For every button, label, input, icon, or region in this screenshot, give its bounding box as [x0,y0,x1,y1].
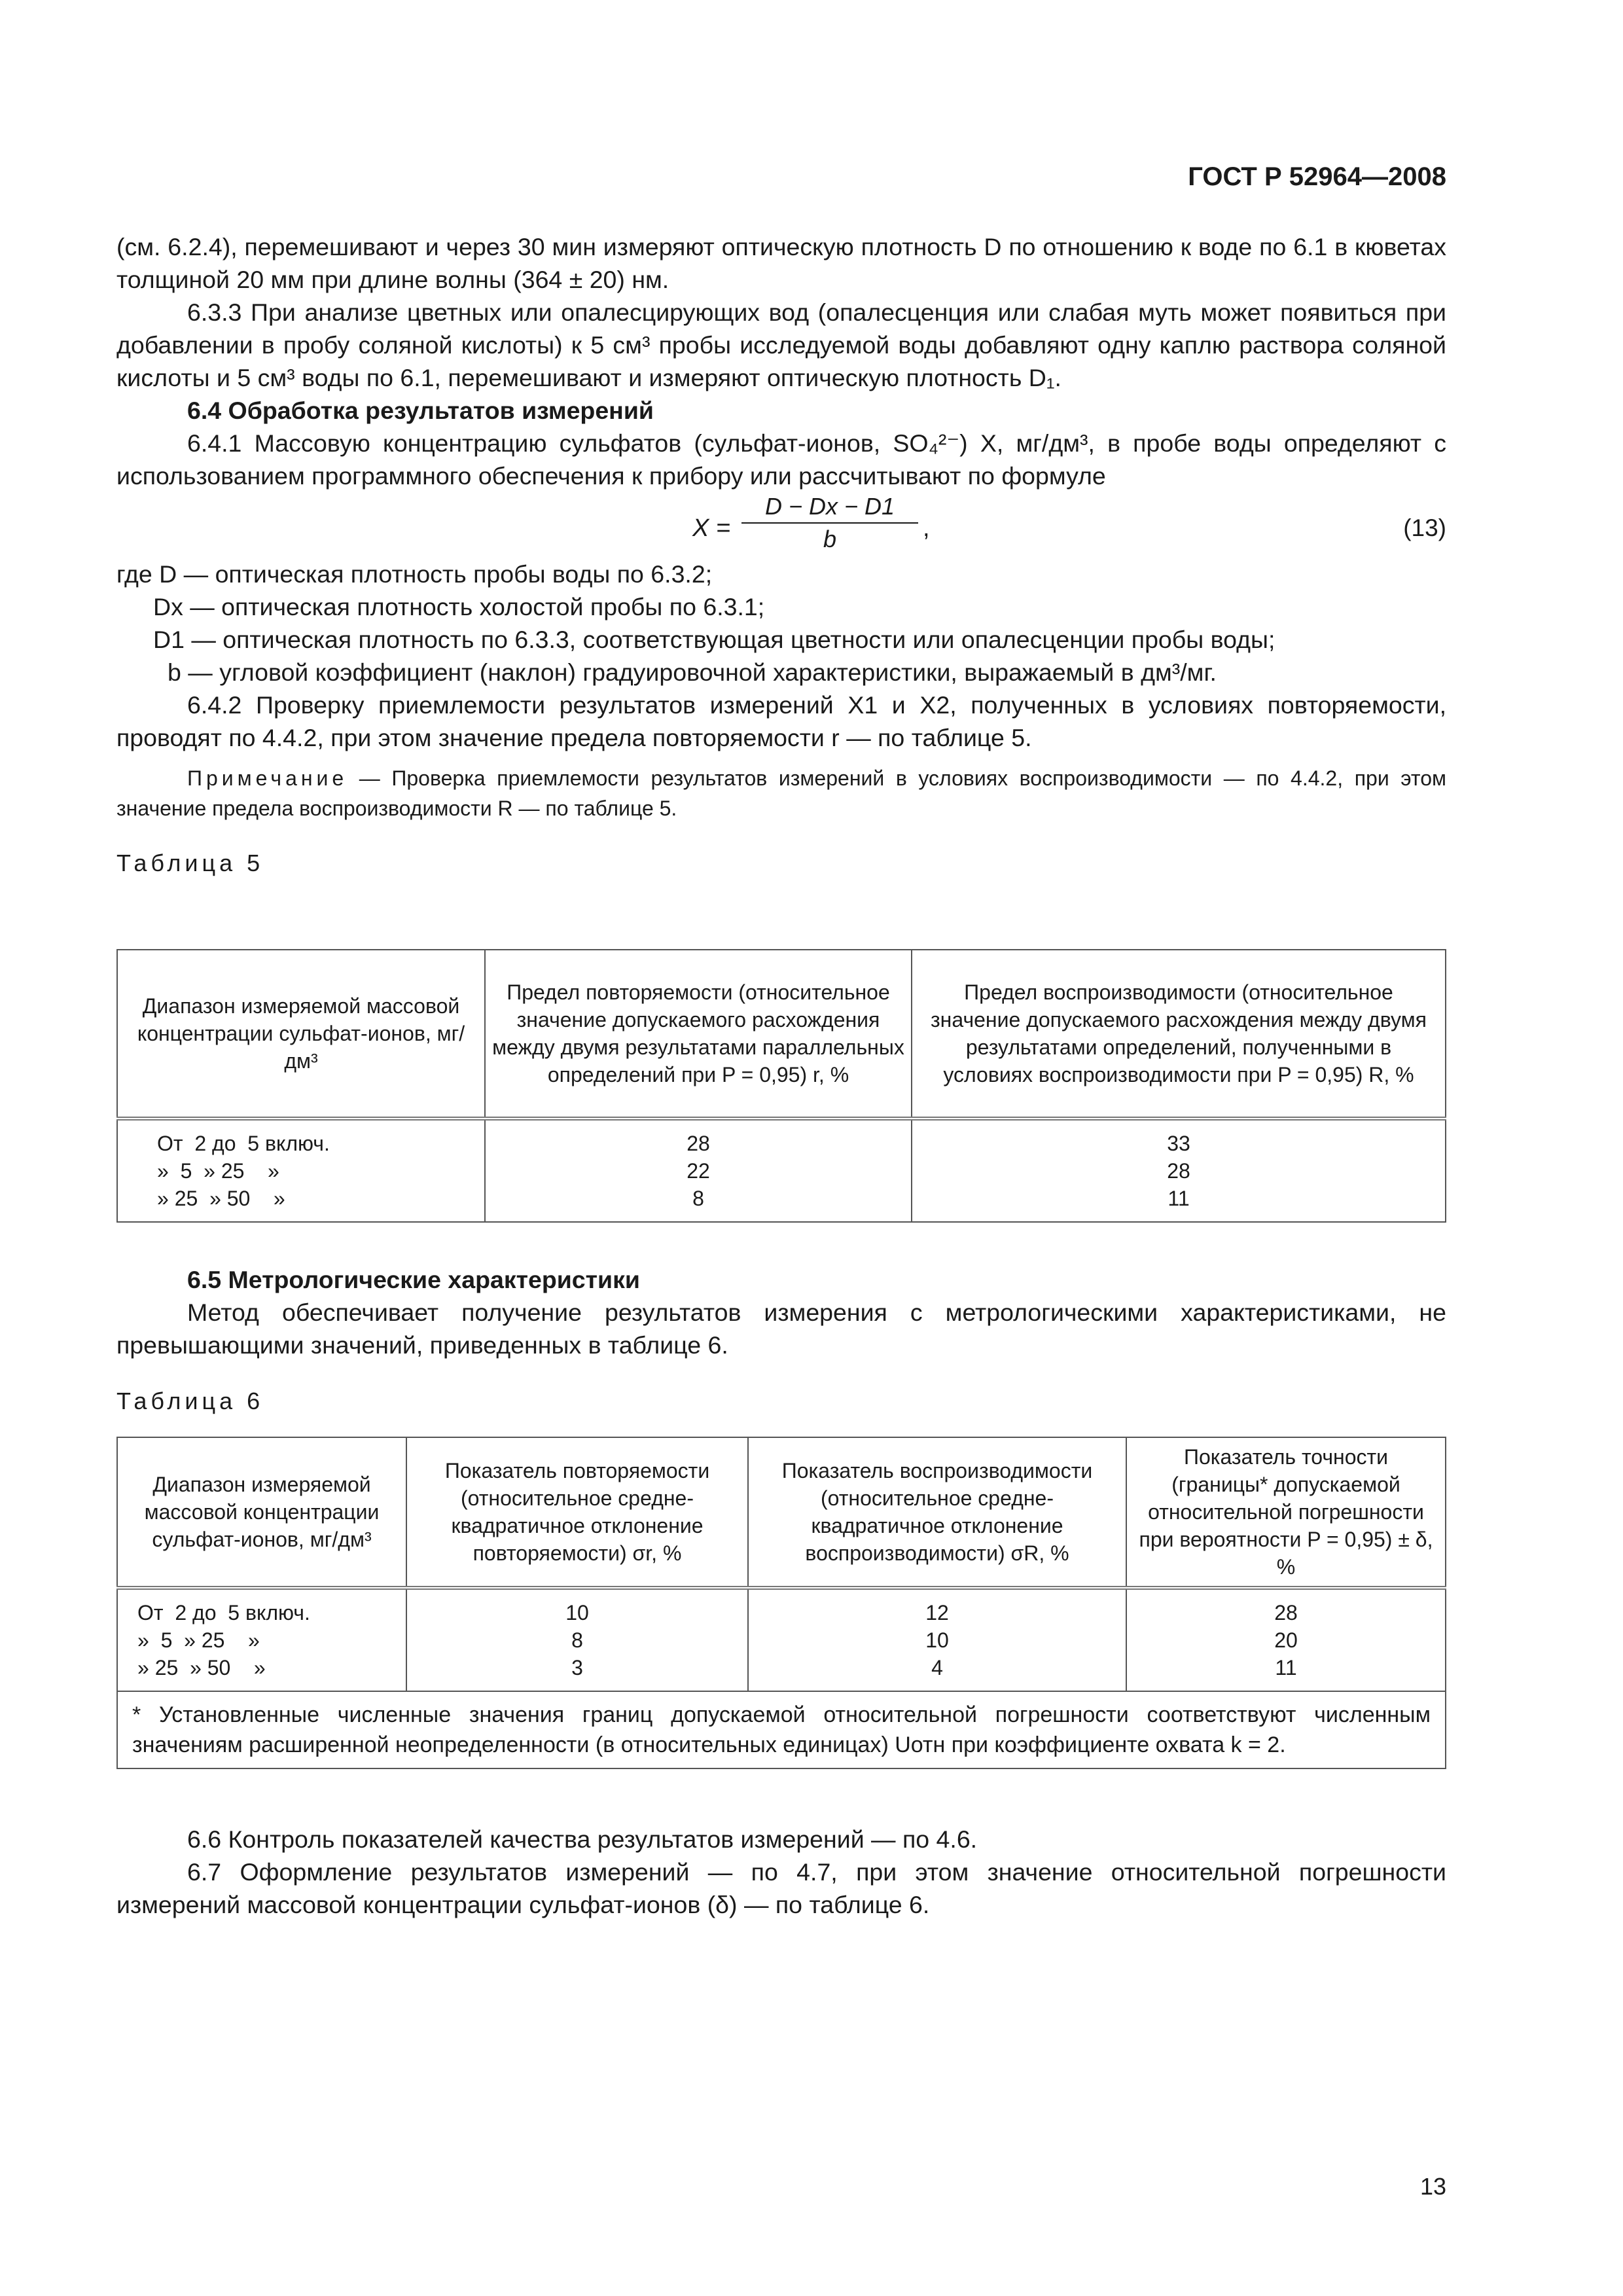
table-cell: 3 [571,1656,583,1679]
table-cell: » 5 » 25 » [157,1159,279,1183]
body-text [116,230,1446,880]
table-5 [116,949,1446,1223]
table-6-sigma-r-column [406,1588,748,1691]
table-cell: 8 [692,1187,704,1210]
formula-numerator: D − Dx − D1 [764,493,895,520]
note [116,763,1446,823]
page-number: 13 [1419,2173,1446,2200]
document-header: ГОСТ Р 52964—2008 [1188,162,1446,191]
table-6-sigma-R-column [748,1588,1126,1691]
heading-6-5: 6.5 Метрологические характеристики [187,1266,640,1293]
table-cell: 28 [1167,1159,1190,1183]
table-cell: 10 [925,1628,949,1652]
note-text: — Проверка приемлемости результатов измерений в условиях воспроизводимости — по 4.4.2, при этом значение предела воспроизводимости R — по таблице 5. [116,766,1446,820]
paragraph-6-6: 6.6 Контроль показателей качества результатов измерений — по 4.6. [187,1825,978,1853]
table-cell: 8 [571,1628,583,1652]
table-cell: От 2 до 5 включ. [157,1132,330,1155]
heading-6-4: 6.4 Обработка результатов измерений [187,397,654,424]
table-6-header-reproducibility: Показатель воспроизводимости (относительное средне-квадратичное отклонение воспроизводимости) σR, % [748,1437,1126,1588]
table-6-caption: Таблица 6 [116,1388,264,1414]
table-5-header-range: Диапазон измеряемой массовой концентрации сульфат-ионов, мг/дм³ [117,950,485,1119]
table-5-header-repeatability: Предел повторяемости (относительное значение допускаемого расхождения между двумя результатами параллельных определений при P = 0,95) r, % [485,950,912,1119]
table-6-footnote: * Установленные численные значения границ допускаемой относительной погрешности соответствуют численным значениям расширенной неопределенности (в относительных единицах) Uотн при коэффициенте охвата k = 2. [117,1691,1446,1768]
table-5-header-reproducibility: Предел воспроизводимости (относительное значение допускаемого расхождения между двумя результатами определений, полученными в условиях воспроизводимости при P = 0,95) R, % [912,950,1446,1119]
formula-lhs: X = [692,514,731,542]
table-6-header-accuracy: Показатель точности (границы* допускаемой относительной погрешности при вероятности P = 0,95) ± δ, % [1126,1437,1446,1588]
table-6-header-repeatability: Показатель повторяемости (относительное средне-квадратичное отклонение повторяемости) σr, % [406,1437,748,1588]
table-5-caption: Таблица 5 [116,850,264,876]
formula-fraction [741,492,918,554]
table-cell: 11 [1275,1656,1297,1679]
table-cell: » 25 » 50 » [157,1187,285,1210]
table-cell: » 5 » 25 » [137,1628,260,1652]
note-label: Примечание [187,766,348,790]
legend-item: где D — оптическая плотность пробы воды по 6.3.2; [116,560,713,588]
table-cell: 10 [565,1601,589,1624]
formula-number: (13) [1403,514,1446,541]
table-5-range-column [117,1119,485,1222]
table-5-R-column [912,1119,1446,1222]
paragraph-6-5: Метод обеспечивает получение результатов измерения с метрологическими характеристиками, не превышающими значений, приведенных в таблице 6. [116,1299,1446,1359]
paragraph-6-7: 6.7 Оформление результатов измерений — по 4.7, при этом значение относительной погрешности измерений массовой концентрации сульфат-ионов (δ) — по таблице 6. [116,1858,1446,1918]
paragraph-6-4-2: 6.4.2 Проверку приемлемости результатов измерений X1 и X2, полученных в условиях повторяемости, проводят по 4.4.2, при этом значение предела повторяемости r — по таблице 5. [116,691,1446,751]
table-5-r-column [485,1119,912,1222]
table-cell: 20 [1274,1628,1298,1652]
table-cell: 28 [687,1132,710,1155]
table-6-range-column [117,1588,406,1691]
body-text-3 [116,1823,1446,1921]
table-cell: 12 [925,1601,949,1624]
table-6-delta-column [1126,1588,1446,1691]
table-cell: От 2 до 5 включ. [137,1601,310,1624]
fraction-bar [741,522,918,524]
table-cell: 33 [1167,1132,1190,1155]
table-cell: 4 [931,1656,943,1679]
paragraph-6-3-3: 6.3.3 При анализе цветных или опалесцирующих вод (опалесценция или слабая муть может появиться при добавлении в пробу соляной кислоты) к 5 см³ пробы исследуемой воды добавляют одну каплю раствора соляной кислоты и 5 см³ воды по 6.1, перемешивают и измеряют оптическую плотность D₁. [116,298,1446,391]
legend-item: D1 — оптическая плотность по 6.3.3, соответствующая цветности или опалесценции пробы воды; [153,626,1275,653]
formula-legend [116,558,1446,689]
paragraph-continued: (см. 6.2.4), перемешивают и через 30 мин измеряют оптическую плотность D по отношению к воде по 6.1 в кюветах толщиной 20 мм при длине волны (364 ± 20) нм. [116,233,1446,293]
formula-denominator: b [823,526,837,552]
table-cell: 11 [1168,1187,1190,1210]
paragraph-6-4-1: 6.4.1 Массовую концентрацию сульфатов (сульфат-ионов, SO₄²⁻) X, мг/дм³, в пробе воды определяют с использованием программного обеспечения к прибору или рассчитывают по формуле [116,429,1446,490]
legend-item: b — угловой коэффициент (наклон) градуировочной характеристики, выражаемый в дм³/мг. [168,658,1217,686]
table-cell: » 25 » 50 » [137,1656,266,1679]
formula-comma: , [923,514,930,542]
table-6 [116,1437,1446,1769]
formula-13 [116,492,1446,558]
body-text-2 [116,1263,1446,1418]
legend-item: Dx — оптическая плотность холостой пробы по 6.3.1; [153,593,765,620]
table-6-header-range: Диапазон измеряемой массовой концентрации сульфат-ионов, мг/дм³ [117,1437,406,1588]
table-cell: 22 [687,1159,710,1183]
table-cell: 28 [1274,1601,1298,1624]
